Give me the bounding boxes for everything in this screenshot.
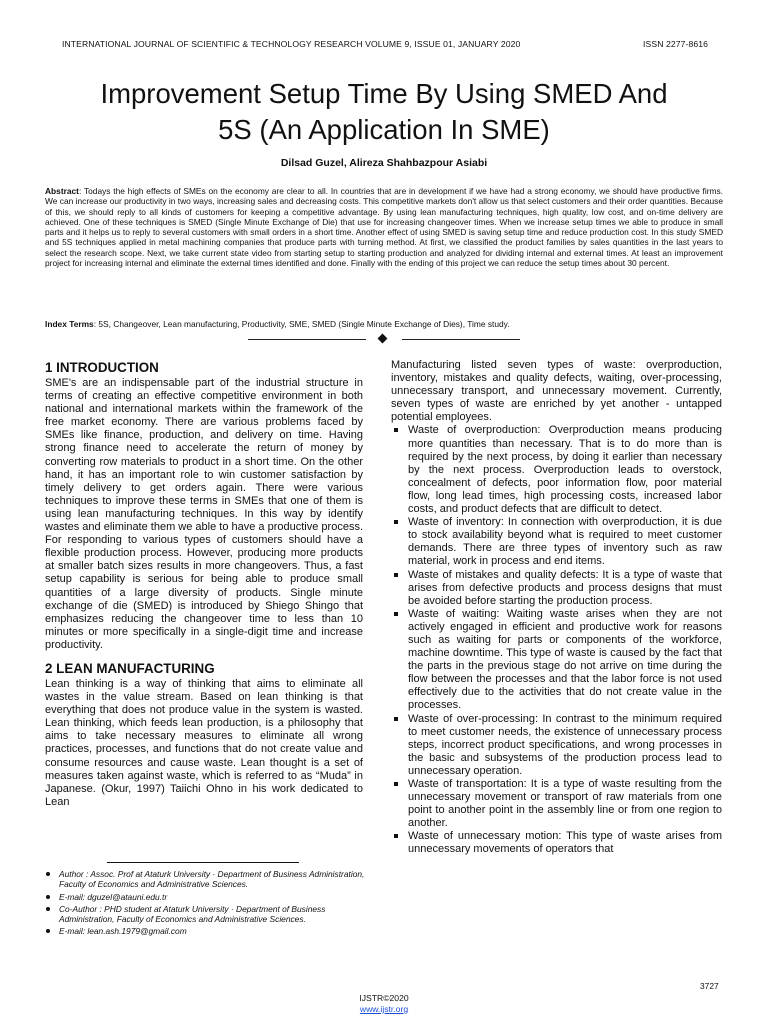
introduction-text: SME's are an indispensable part of the industrial structure in terms of creating an effective competitive environment in both national and international markets within the framework of the free market economy. There are various problems faced by SMEs like finance, production, and delivery on time. Having strong finance need to accelerate the return of money by converting row materials to product in a short time. On the other hand, it has an important role to win customer satisfaction by timely delivery to get orders again. There were various techniques to improve these terms in SMEs that one of them is using lean manufacturing techniques. In this way by identify wastes and eliminate them we able to have a productive process. For responding to various types of customers should have a flexible production process. However, producing more products at smaller batch sizes results in more changeovers. Thus, a fast setup capability is serious for being able to produce small quantities of a large diversity of products. Single minute exchange of die (SMED) is introduced by Shiego Shingo that emphasizes reducing the changeover time to less than 10 minutes or more specifically in a single-digit time and increase productivity.: [45, 377, 363, 651]
waste-types-intro: Manufacturing listed seven types of waste: overproduction, inventory, mistakes and quality defects, waiting, over-processing, unnecessary transport, and unnecessary movement. Currently, seven types of waste are enriched by yet another - untapped potential employees.: [391, 359, 722, 424]
page-number: 3727: [700, 981, 719, 991]
waste-list: [391, 424, 722, 856]
running-header: [62, 39, 708, 49]
issn: ISSN 2277-8616: [643, 39, 708, 49]
index-terms-label: Index Terms: [45, 319, 94, 329]
journal-name: INTERNATIONAL JOURNAL OF SCIENTIFIC & TECHNOLOGY RESEARCH VOLUME 9, ISSUE 01, JANUARY 2020: [62, 39, 521, 49]
bullet-icon: [46, 929, 50, 933]
footer-link[interactable]: www.ijstr.org: [359, 1004, 409, 1014]
list-item: Waste of transportation: It is a type of waste resulting from the unnecessary movement or transport of raw materials from one point to another point in the assembly line or from one region to another.: [391, 778, 722, 830]
left-column: [45, 359, 363, 809]
footer-copyright: IJSTR©2020: [359, 993, 409, 1003]
abstract-text: : Todays the high effects of SMEs on the economy are clear to all. In countries that are in development if we have had a strong economy, we should have productive firms. We can increase our productivity in two ways, increasing sales and decreasing costs. This competitive markets don't allow us that select customers and their order quantities. Because of this, we should reply to all kinds of customers for keeping a competitive advantage. By using lean manufacturing techniques, high quality, low cost, and on-time delivery are achieved. One of these techniques is SMED (Single Minute Exchange of Die) that use for increasing changeover times. When we increase setup times we able to produce in small parts and it helps us to reply to several customers with small orders in a short time. Another effect of using SMED is saving setup time and reduce production cost. In this study SMED and 5S techniques applied in metal machining companies that produce parts with turning method. At first, we classified the product families by sales quantities in the last years to select the research scope. Next, we take current state video from starting setup to starting production and analyzed for dividing internal and external times. At least an improvement project for increasing internal and eliminate the external times identified and done. Finally with the ending of this project we can reduce the setup times about 30 percent.: [45, 186, 723, 269]
authors: Dilsad Guzel, Alireza Shahbazpour Asiabi: [280, 157, 488, 169]
list-item: Waste of mistakes and quality defects: It is a type of waste that arises from defective products and process designs that must be avoided before starting the production process.: [391, 569, 722, 608]
section-divider: [248, 333, 520, 345]
diamond-icon: [378, 334, 388, 344]
bullet-icon: [394, 428, 398, 432]
index-terms-text: : 5S, Changeover, Lean manufacturing, Productivity, SME, SMED (Single Minute Exchange of Dies), Time study.: [93, 319, 510, 329]
abstract-label: Abstract: [45, 186, 79, 196]
bullet-icon: [46, 895, 50, 899]
bullet-icon: [394, 520, 398, 524]
footnote-author: Author : Assoc. Prof at Ataturk University · Department of Business Administration, Faculty of Economics and Administrative Sciences.: [45, 869, 365, 890]
lean-manufacturing-text: Lean thinking is a way of thinking that aims to eliminate all wastes in the value stream. Based on lean thinking is that everything that does not produce value in the system is wasted. Lean thinking, which feeds lean production, is a philosophy that aims to take necessary measures to eliminate all wrong practices, processes, and functions that do not create value and consume resources and cause waste. Lean thought is a set of measures taken against waste, which is referred to as “Muda” in Japanese. (Okur, 1997) Taiichi Ohno in his work dedicated to Lean: [45, 677, 363, 808]
right-column: [391, 359, 722, 857]
list-item: Waste of overproduction: Overproduction means producing more quantities than necessary. That is to do more than is required by the next process, by doing it earlier than necessary by the next process. Overproduction leads to overstock, concealment of defects, poor information flow, poor material flow, long lead times, high processing costs, increased labor costs, and product defects that are difficult to detect.: [391, 424, 722, 516]
list-item: Waste of inventory: In connection with overproduction, it is due to stock availability beyond what is required to meet customer demands. There are three types of inventory such as raw material, work in process and end items.: [391, 516, 722, 568]
title-line-2: 5S (An Application In SME): [218, 114, 550, 145]
footnote-coauthor: Co-Author : PHD student at Ataturk University · Department of Business Administration, Faculty of Economics and Administrative Sciences.: [45, 904, 365, 925]
list-item: Waste of unnecessary motion: This type of waste arises from unnecessary movements of operators that: [391, 830, 722, 856]
footnote-author-email: E-mail: dguzel@atauni.edu.tr: [45, 892, 365, 902]
lean-manufacturing-heading: 2 LEAN MANUFACTURING: [45, 660, 215, 676]
list-item: Waste of over-processing: In contrast to the minimum required to meet customer needs, the existence of unnecessary process steps, incorrect product specifications, and wrong processes in the basic and subsystems of the production process lead to unnecessary operation.: [391, 713, 722, 778]
footnote-coauthor-email: E-mail: lean.ash.1979@gmail.com: [45, 926, 365, 936]
divider-line-right: [402, 339, 520, 340]
bullet-icon: [394, 834, 398, 838]
list-item: Waste of waiting: Waiting waste arises when they are not actively engaged in efficient and productive work for reasons such as waiting for parts or components of the workforce, machine downtime. This type of waste is caused by the fact that the parts in the previous stage do not arrive on time during the flow between the processes and that the labor force is not used effectively due to the activities that do not create value in the processes.: [391, 608, 722, 713]
divider-line-left: [248, 339, 366, 340]
footnote-rule: [107, 862, 299, 863]
bullet-icon: [394, 573, 398, 577]
index-terms: [45, 319, 723, 329]
bullet-icon: [46, 872, 50, 876]
bullet-icon: [394, 782, 398, 786]
footnotes: [45, 869, 365, 939]
paper-title: [40, 76, 728, 148]
bullet-icon: [394, 612, 398, 616]
abstract: [45, 186, 723, 268]
title-line-1: Improvement Setup Time By Using SMED And: [100, 78, 668, 109]
bullet-icon: [394, 717, 398, 721]
introduction-heading: 1 INTRODUCTION: [45, 360, 159, 375]
bullet-icon: [46, 907, 50, 911]
